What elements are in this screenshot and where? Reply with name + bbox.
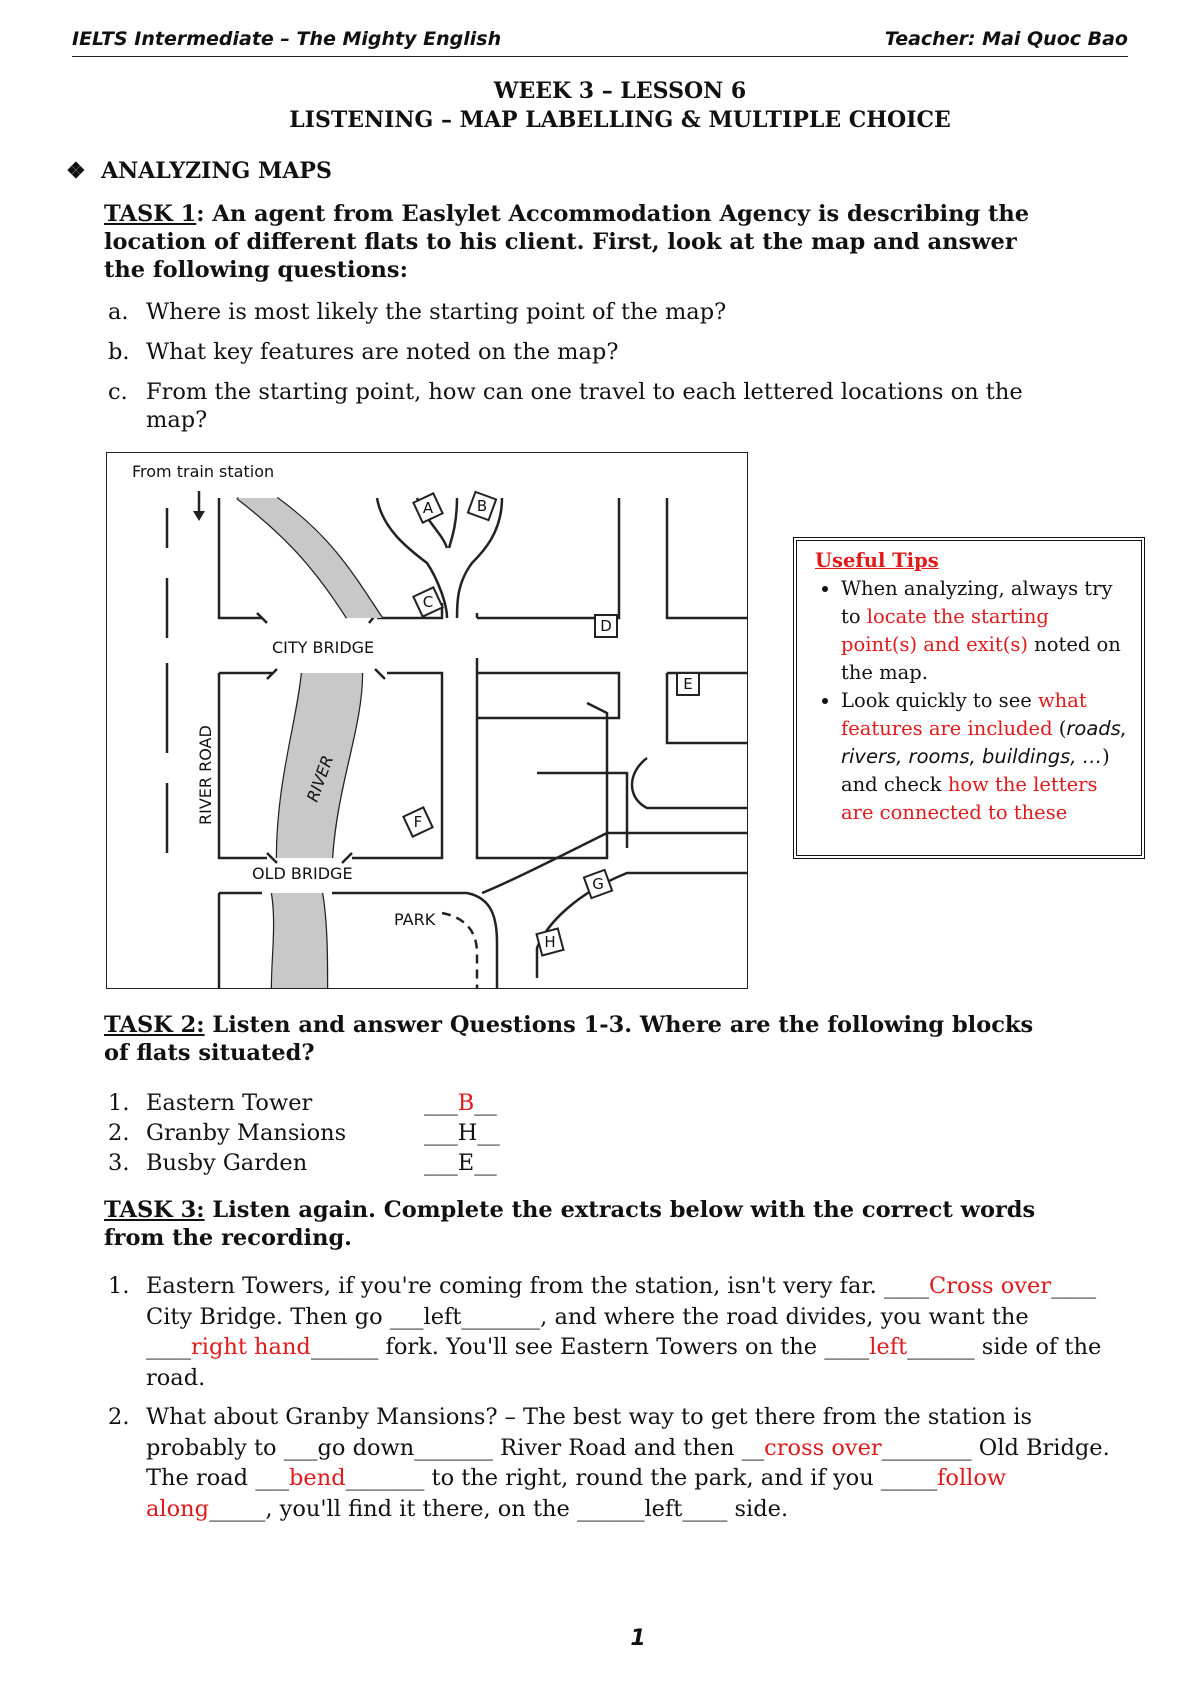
extract-number: 1. <box>108 1273 130 1299</box>
tip-text: When analyzing, always try to <box>841 577 1113 628</box>
tip-examples: roads, rivers, rooms, buildings, … <box>841 717 1128 768</box>
extract-number: 2. <box>108 1404 130 1430</box>
question-text: Where is most likely the starting point of the map? <box>146 299 727 325</box>
map-letter-c: C <box>422 593 434 611</box>
blank-pre: ___ <box>424 1120 458 1146</box>
item-name: Busby Garden <box>146 1150 308 1176</box>
map-from-label: From train station <box>132 462 275 481</box>
question-marker: b. <box>108 339 130 365</box>
tip-text: ( <box>1052 717 1067 740</box>
question-marker: c. <box>108 379 128 405</box>
question-text-cont: map? <box>146 407 208 433</box>
question-c <box>108 378 1023 434</box>
blank-pre: ___ <box>424 1150 458 1176</box>
extract-text: ______ fork. You'll see Eastern Towers on the ____ <box>310 1334 870 1360</box>
task2-label: TASK 2: <box>104 1012 205 1038</box>
section-heading <box>66 158 332 184</box>
lesson-subtitle: LISTENING – MAP LABELLING & MULTIPLE CHOICE <box>289 107 951 133</box>
extract-text: ____ City Bridge. Then go ___left_______, and where the road divides, you want the ____ <box>146 1273 1097 1360</box>
map-figure <box>106 452 748 989</box>
header-teacher: Teacher: Mai Quoc Bao <box>884 28 1128 50</box>
tip-highlight: how the letters are connected to these <box>841 773 1098 824</box>
task1-label: TASK 1 <box>104 201 197 227</box>
extract-answer: left <box>869 1334 908 1360</box>
tips-heading: Useful Tips <box>815 549 939 572</box>
tips-list <box>815 575 1131 827</box>
extract-answer: bend <box>289 1465 346 1491</box>
item-name: Granby Mansions <box>146 1120 347 1146</box>
question-text: From the starting point, how can one travel to each lettered locations on the <box>146 379 1023 405</box>
question-text: What key features are noted on the map? <box>146 339 619 365</box>
item-number: 2. <box>108 1120 130 1146</box>
question-b <box>108 338 618 366</box>
extract-answer: follow along <box>146 1465 1007 1522</box>
question-a <box>108 298 726 326</box>
page-number: 1 <box>630 1626 646 1651</box>
question-marker: a. <box>108 299 129 325</box>
extract-text: _______ to the right, round the park, and if you _____ <box>345 1465 938 1491</box>
blank-post: __ <box>474 1150 497 1176</box>
extract-text: ______ side of the road. <box>146 1334 1102 1391</box>
map-river-label: RIVER <box>302 752 338 805</box>
extract-text: ________ Old Bridge. The road ___ <box>146 1434 1110 1491</box>
tip-item <box>841 575 1131 687</box>
extract-text: Eastern Towers, if you're coming from the station, isn't very far. ____ <box>146 1273 929 1299</box>
task3-label: TASK 3: <box>104 1197 205 1223</box>
task3-heading <box>104 1196 1035 1252</box>
map-letter-g: G <box>592 875 604 893</box>
map-old-bridge-label: OLD BRIDGE <box>252 864 353 883</box>
task1-line1: : An agent from Easlylet Accommodation Agency is describing the <box>196 201 1030 227</box>
extract-1 <box>108 1271 1118 1393</box>
blank-pre: ___ <box>424 1090 458 1116</box>
useful-tips-box <box>793 537 1145 859</box>
task1-line2: location of different flats to his client. First, look at the map and answer <box>104 229 1017 255</box>
extract-text: _____, you'll find it there, on the ______left____ side. <box>209 1495 789 1522</box>
task2-line1: Listen and answer Questions 1-3. Where are the following blocks <box>204 1012 1034 1038</box>
item-number: 1. <box>108 1090 130 1116</box>
map-letter-h: H <box>544 933 556 951</box>
item-number: 3. <box>108 1150 130 1176</box>
task1-heading <box>104 200 1029 284</box>
extract-2 <box>108 1402 1118 1524</box>
map-city-bridge-label: CITY BRIDGE <box>272 638 375 657</box>
answer-value: E <box>457 1150 475 1176</box>
answer-value: B <box>457 1090 475 1116</box>
tip-item <box>841 687 1131 827</box>
extract-answer: cross over <box>764 1434 882 1461</box>
task2-heading <box>104 1011 1033 1067</box>
task1-line3: the following questions: <box>104 257 408 283</box>
answer-row <box>108 1118 608 1148</box>
tip-text: ) and check <box>841 745 1110 796</box>
header-course: IELTS Intermediate – The Mighty English <box>72 28 502 50</box>
section-label: ANALYZING MAPS <box>101 158 332 184</box>
answer-row <box>108 1088 608 1118</box>
tip-highlight: locate the starting point(s) and exit(s) <box>841 605 1049 656</box>
map-river-road-label: RIVER ROAD <box>196 725 215 825</box>
answer-value: H <box>457 1120 478 1146</box>
map-letter-e: E <box>683 675 693 693</box>
item-name: Eastern Tower <box>146 1090 313 1116</box>
diamond-bullet-icon: ❖ <box>66 158 86 184</box>
map-park-label: PARK <box>394 910 436 929</box>
map-letter-b: B <box>476 497 488 515</box>
map-letter-d: D <box>600 617 612 635</box>
task3-line2: from the recording. <box>104 1225 353 1251</box>
extract-text: What about Granby Mansions? – The best way to get there from the station is probably to ___go down_______ River Road and then __ <box>146 1404 1033 1461</box>
task2-line2: of flats situated? <box>104 1040 315 1066</box>
tip-text: Look quickly to see <box>841 689 1038 712</box>
answer-row <box>108 1148 608 1178</box>
tip-highlight: what features are included <box>841 689 1087 740</box>
page-header <box>72 26 1128 57</box>
map-drawing <box>107 453 747 988</box>
blank-post: __ <box>474 1090 497 1116</box>
task3-line1: Listen again. Complete the extracts below with the correct words <box>204 1197 1036 1223</box>
extract-answer: Cross over <box>928 1273 1052 1299</box>
tip-text: noted on the map. <box>841 633 1121 684</box>
map-letter-f: F <box>413 813 423 831</box>
map-letter-a: A <box>422 499 434 517</box>
extract-answer: right hand <box>191 1334 311 1360</box>
lesson-title: WEEK 3 – LESSON 6 <box>493 78 747 104</box>
blank-post: __ <box>477 1120 500 1146</box>
